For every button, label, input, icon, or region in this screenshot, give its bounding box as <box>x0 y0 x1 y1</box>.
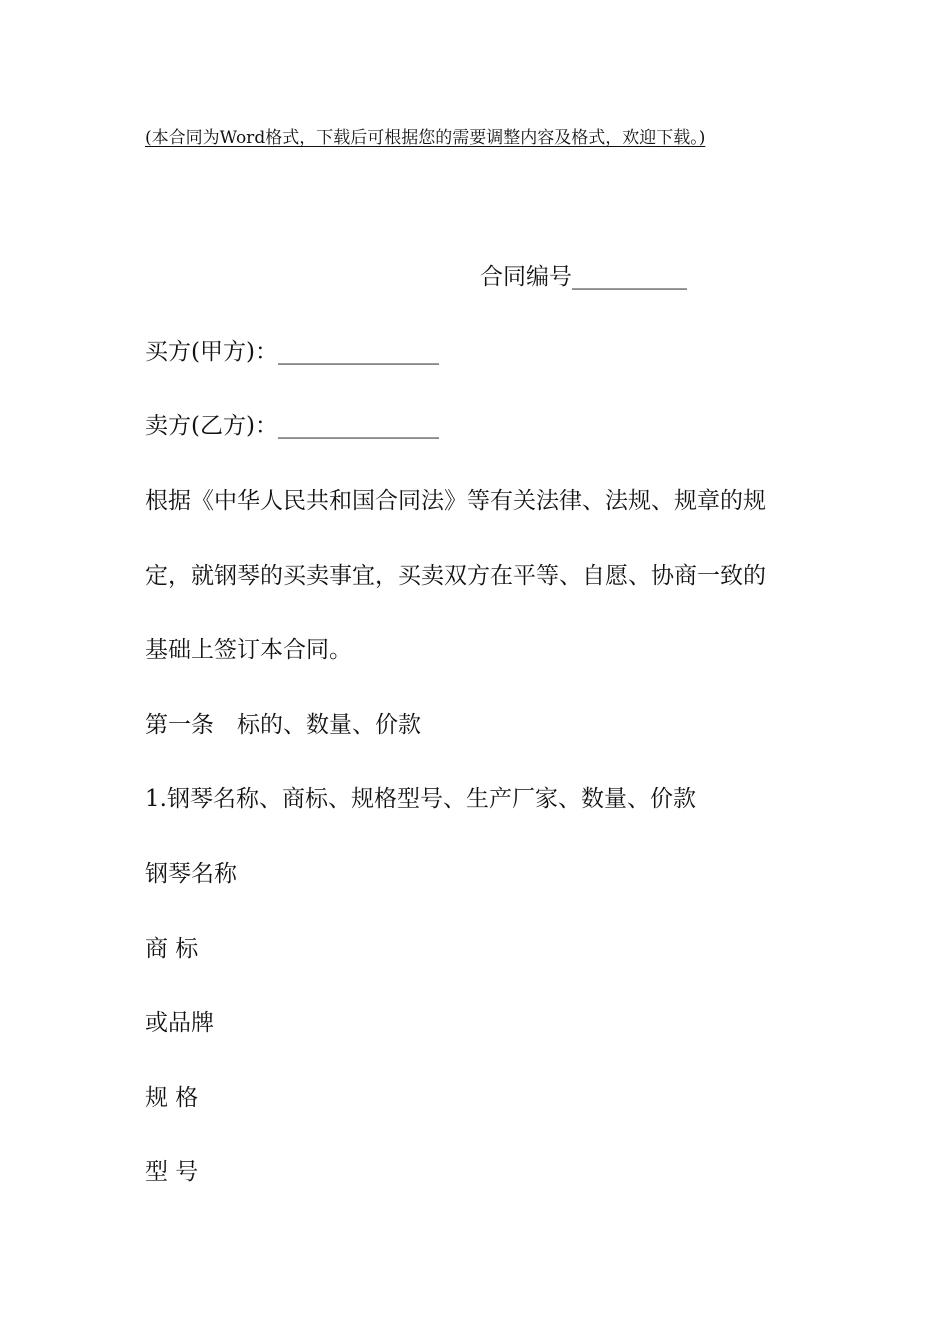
preamble-line-2: 定，就钢琴的买卖事宜，买卖双方在平等、自愿、协商一致的 <box>145 563 766 589</box>
field-spec: 规 格 <box>145 1085 199 1111</box>
article-1-title: 第一条 标的、数量、价款 <box>145 712 421 738</box>
preamble-line-1: 根据《中华人民共和国合同法》等有关法律、法规、规章的规 <box>145 488 766 514</box>
seller-label: 卖方(乙方)：______________ <box>145 413 439 439</box>
buyer-label: 买方(甲方)：______________ <box>145 339 439 365</box>
field-brand: 或品牌 <box>145 1010 214 1036</box>
item-1-heading: 1.钢琴名称、商标、规格型号、生产厂家、数量、价款 <box>145 786 696 812</box>
field-piano-name: 钢琴名称 <box>145 861 237 887</box>
preamble-line-3: 基础上签订本合同。 <box>145 637 352 663</box>
download-notice: (本合同为Word格式，下载后可根据您的需要调整内容及格式，欢迎下载。) <box>145 128 706 148</box>
contract-number-label: 合同编号__________ <box>480 264 687 290</box>
field-trademark: 商 标 <box>145 936 199 962</box>
field-model: 型 号 <box>145 1159 199 1185</box>
